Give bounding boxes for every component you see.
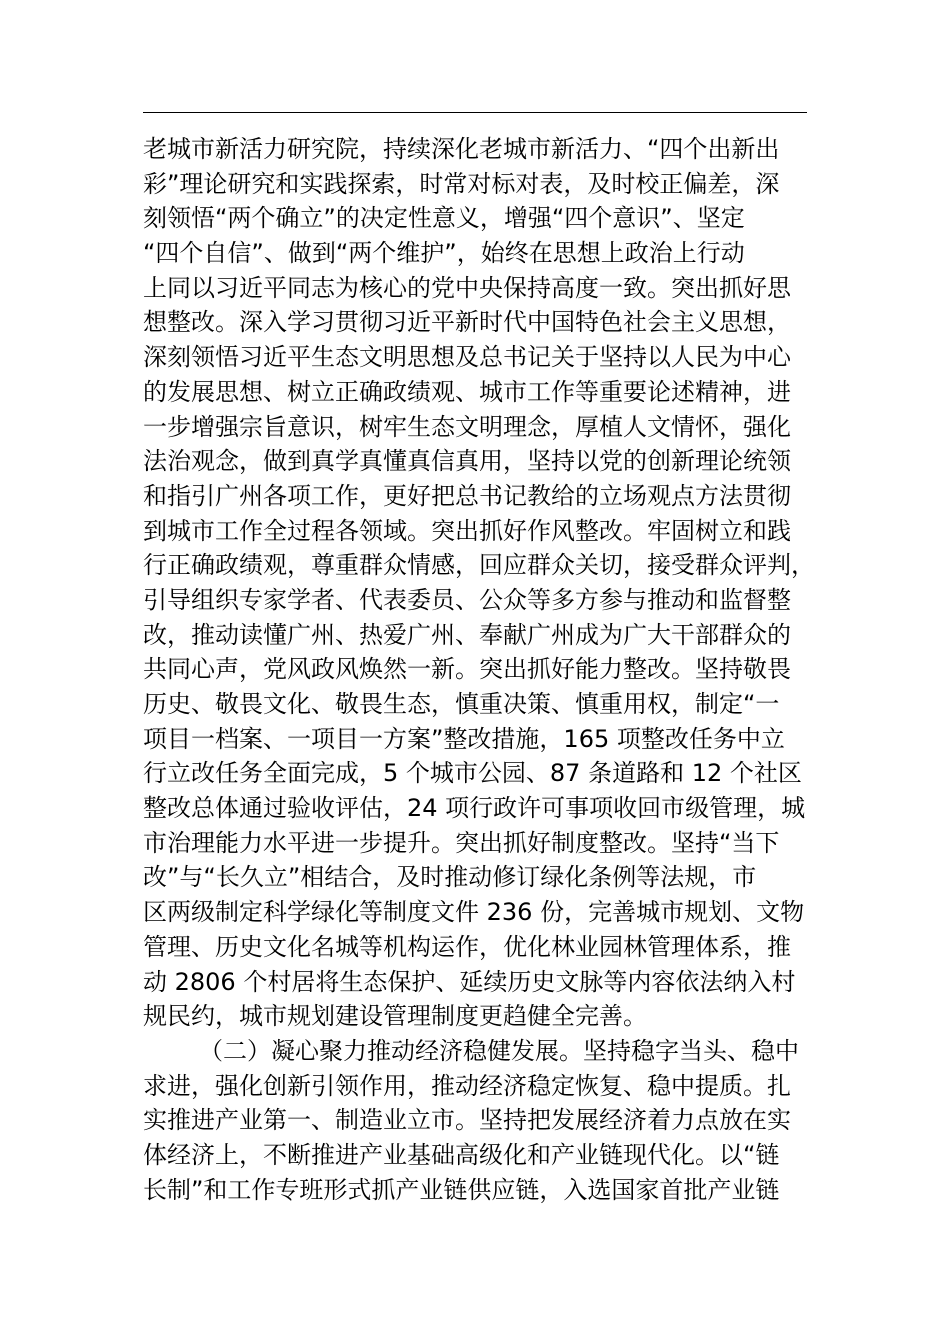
text-line: 管理、历史文化名城等机构运作，优化林业园林管理体系，推 <box>143 932 791 961</box>
text-line: 上同以习近平同志为核心的党中央保持高度一致。突出抓好思 <box>143 273 791 302</box>
text-line: 引导组织专家学者、代表委员、公众等多方参与推动和监督整 <box>143 585 791 614</box>
text-line: 到城市工作全过程各领域。突出抓好作风整改。牢固树立和践 <box>143 516 791 545</box>
text-line: 老城市新活力研究院，持续深化老城市新活力、“四个出新出 <box>143 135 780 163</box>
text-line: 体经济上，不断推进产业基础高级化和产业链现代化。以“链 <box>143 1140 780 1169</box>
text-line: 项目一档案、一项目一方案”整改措施，165 项整改任务中立 <box>143 724 785 753</box>
text-line: 改，推动读懂广州、热爱广州、奉献广州成为广大干部群众的 <box>143 620 791 649</box>
text-line: 的发展思想、树立正确政绩观、城市工作等重要论述精神，进 <box>143 377 791 406</box>
text-line: 一步增强宗旨意识，树牢生态文明理念，厚植人文情怀，强化 <box>143 412 791 441</box>
text-line: 想整改。深入学习贯彻习近平新时代中国特色社会主义思想， <box>143 308 791 337</box>
text-line: 和指引广州各项工作，更好把总书记教给的立场观点方法贯彻 <box>143 481 791 510</box>
text-line: 法治观念，做到真学真懂真信真用，坚持以党的创新理论统领 <box>143 447 791 476</box>
text-line: 深刻领悟习近平生态文明思想及总书记关于坚持以人民为中心 <box>143 343 791 372</box>
text-line: 市治理能力水平进一步提升。突出抓好制度整改。坚持“当下 <box>143 828 780 857</box>
paragraph-heading-line: （二）凝心聚力推动经济稳健发展。坚持稳字当头、稳中 <box>199 1036 799 1065</box>
text-line: 规民约，城市规划建设管理制度更趋健全完善。 <box>143 1002 647 1031</box>
text-line: 实推进产业第一、制造业立市。坚持把发展经济着力点放在实 <box>143 1106 791 1135</box>
text-line: 求进，强化创新引领作用，推动经济稳定恢复、稳中提质。扎 <box>143 1071 791 1100</box>
text-line: 历史、敬畏文化、敬畏生态，慎重决策、慎重用权，制定“一 <box>143 690 780 718</box>
text-line: 共同心声，党风政风焕然一新。突出抓好能力整改。坚持敬畏 <box>143 655 791 684</box>
text-line: 改”与“长久立”相结合，及时推动修订绿化条例等法规，市 <box>143 863 757 892</box>
text-line: “四个自信”、做到“两个维护”，始终在思想上政治上行动 <box>143 239 745 268</box>
text-line: 行立改任务全面完成，5 个城市公园、87 条道路和 12 个社区 <box>143 759 802 788</box>
text-line: 长制”和工作专班形式抓产业链供应链，入选国家首批产业链 <box>143 1175 780 1204</box>
body-text <box>143 132 823 1207</box>
text-line: 彩”理论研究和实践探索，时常对标对表，及时校正偏差，深 <box>143 169 780 198</box>
header-rule <box>143 112 807 113</box>
text-line: 整改总体通过验收评估，24 项行政许可事项收回市级管理，城 <box>143 794 806 823</box>
text-line: 刻领悟“两个确立”的决定性意义，增强“四个意识”、坚定 <box>143 204 745 233</box>
text-line: 动 2806 个村居将生态保护、延续历史文脉等内容依法纳入村 <box>143 967 796 996</box>
text-line: 区两级制定科学绿化等制度文件 236 份，完善城市规划、文物 <box>143 898 805 927</box>
text-line: 行正确政绩观，尊重群众情感，回应群众关切，接受群众评判， <box>143 551 815 580</box>
